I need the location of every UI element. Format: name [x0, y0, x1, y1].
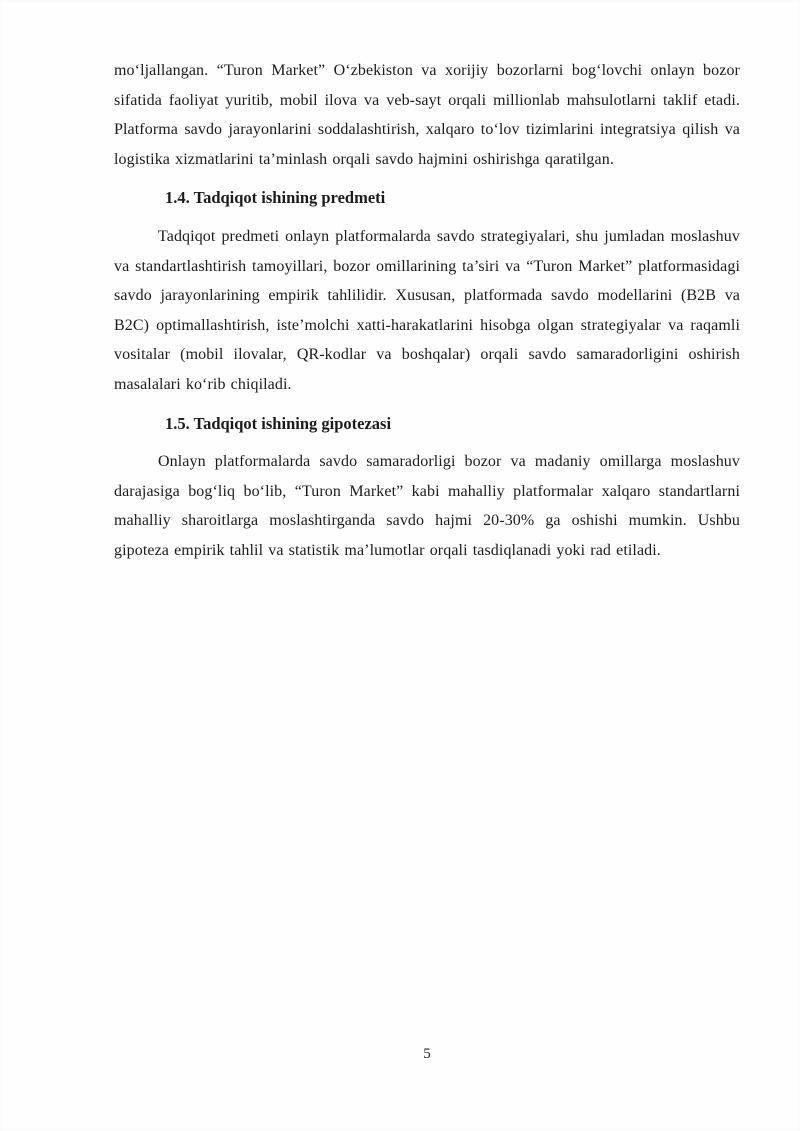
section-1-4-heading: 1.4. Tadqiqot ishining predmeti: [165, 188, 386, 208]
section-1-5-heading: 1.5. Tadqiqot ishining gipotezasi: [165, 413, 392, 433]
paragraph-continuation: mo‘ljallangan. “Turon Market” O‘zbekiston va xorijiy bozorlarni bog‘lovchi onlayn bozor sifatida faoliyat yuritib, mobil ilova va veb-sayt orqali millionlab mahsulotlarni taklif etadi. Platforma savdo jarayonlarini soddalashtirish, xalqaro to‘lov tizimlarini integratsiya qilish va logistika xizmatlarini ta’minlash orqali savdo hajmini oshirishga qaratilgan.: [114, 62, 740, 168]
section-1-4-body: Tadqiqot predmeti onlayn platformalarda savdo strategiyalari, shu jumladan moslashuv va standartlashtirish tamoyillari, bozor omillarining ta’siri va “Turon Market” platformasidagi savdo jarayonlarining empirik tahlilidir. Xususan, platformada savdo modellarini (B2B va B2C) optimallashtirish, iste’molchi xatti-harakatlarini hisobga olgan strategiyalar va raqamli vositalar (mobil ilovalar, QR-kodlar va boshqalar) orqali savdo samaradorligini oshirish masalalari ko‘rib chiqiladi.: [114, 227, 740, 393]
page-number: 5: [423, 1046, 431, 1062]
section-1-5-body: Onlayn platformalarda savdo samaradorligi bozor va madaniy omillarga moslashuv darajasiga bog‘liq bo‘lib, “Turon Market” kabi mahalliy platformalar xalqaro standartlarni mahalliy sharoitlarga moslashtirganda savdo hajmi 20-30% ga oshishi mumkin. Ushbu gipoteza empirik tahlil va statistik ma’lumotlar orqali tasdiqlanadi yoki rad etiladi.: [114, 453, 740, 559]
page-content: [114, 56, 740, 566]
